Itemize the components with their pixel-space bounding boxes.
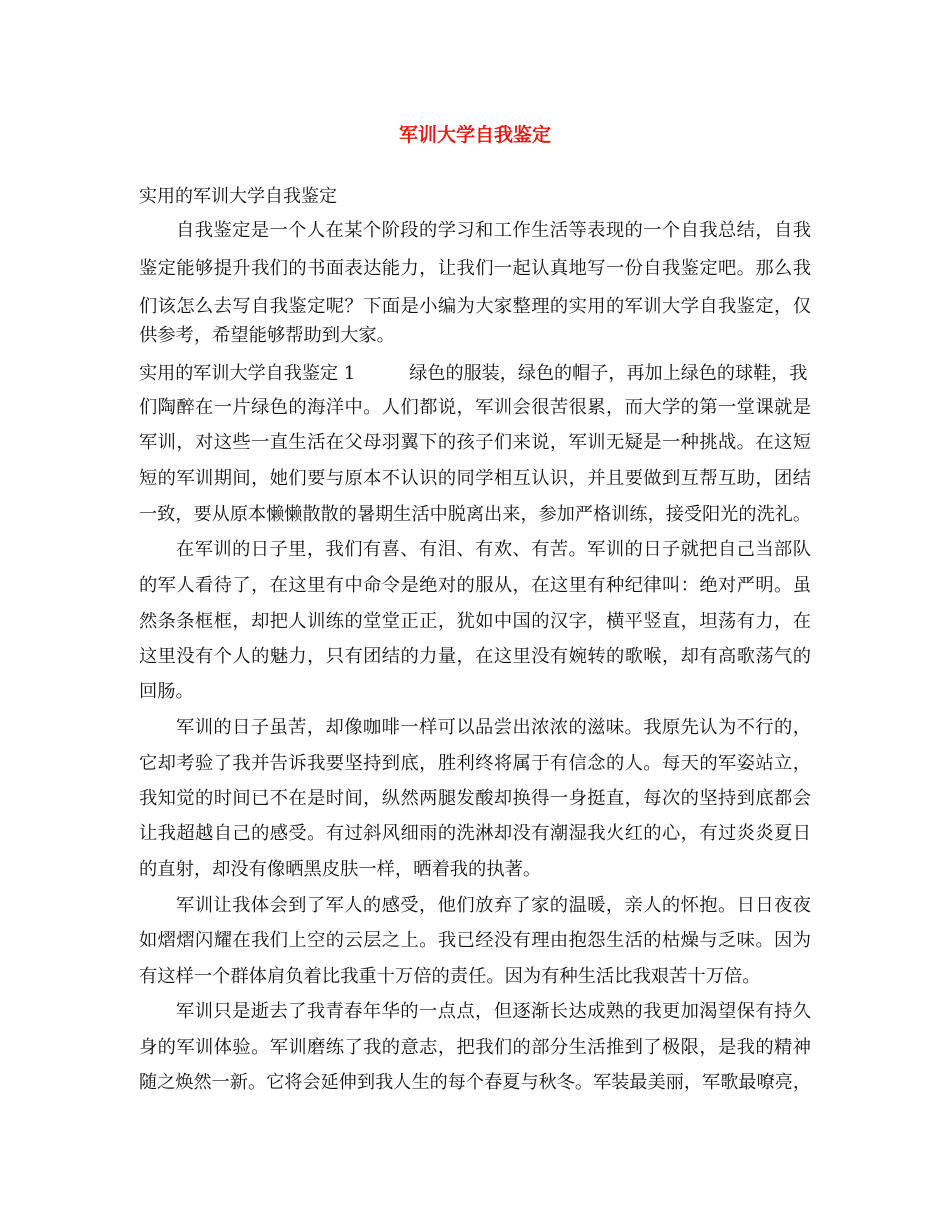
intro-line: 自我鉴定是一个人在某个阶段的学习和工作生活等表现的一个自我总结，自我 xyxy=(176,220,811,241)
intro-line: 供参考，希望能够帮助到大家。 xyxy=(139,325,395,346)
para5-line: 随之焕然一新。它将会延伸到我人生的每个春夏与秋冬。军装最美丽，军歌最嘹亮， xyxy=(139,1072,811,1093)
para3-line: 让我超越自己的感受。有过斜风细雨的洗淋却没有潮湿我火红的心，有过炎炎夏日 xyxy=(139,823,811,844)
section1-line: 军训，对这些一直生活在父母羽翼下的孩子们来说，军训无疑是一种挑战。在这短 xyxy=(139,432,811,453)
document-subtitle: 实用的军训大学自我鉴定 xyxy=(139,186,337,207)
para3-line: 它却考验了我并告诉我要坚持到底，胜利终将属于有信念的人。每天的军姿站立， xyxy=(139,753,811,774)
para5-line: 身的军训体验。军训磨练了我的意志，把我们的部分生活推到了极限，是我的精神 xyxy=(139,1037,811,1058)
para3-line: 军训的日子虽苦，却像咖啡一样可以品尝出浓浓的滋味。我原先认为不行的， xyxy=(176,717,811,738)
intro-line: 鉴定能够提升我们的书面表达能力，让我们一起认真地写一份自我鉴定吧。那么我 xyxy=(139,258,811,279)
para5-line: 军训只是逝去了我青春年华的一点点，但逐渐长达成熟的我更加渴望保有持久 xyxy=(176,1001,811,1022)
section1-heading-line xyxy=(139,362,811,386)
para4-line: 如熠熠闪耀在我们上空的云层之上。我已经没有理由抱怨生活的枯燥与乏味。因为 xyxy=(139,930,811,951)
section1-line: 短的军训期间，她们要与原本不认识的同学相互认识，并且要做到互帮互助，团结 xyxy=(139,468,811,489)
section1-first-text: 绿色的服装，绿色的帽子，再加上绿色的球鞋，我 xyxy=(409,363,808,384)
document-title: 军训大学自我鉴定 xyxy=(398,124,551,146)
para2-line: 的军人看待了，在这里有中命令是绝对的服从，在这里有种纪律叫：绝对严明。虽 xyxy=(139,575,811,596)
para2-line: 然条条框框，却把人训练的堂堂正正，犹如中国的汉字，横平竖直，坦荡有力，在 xyxy=(139,611,811,632)
para2-line: 在军训的日子里，我们有喜、有泪、有欢、有苦。军训的日子就把自己当部队 xyxy=(176,539,811,560)
para3-line: 的直射，却没有像晒黑皮肤一样，晒着我的执著。 xyxy=(139,859,542,880)
section1-line: 们陶醉在一片绿色的海洋中。人们都说，军训会很苦很累，而大学的第一堂课就是 xyxy=(139,397,811,418)
para3-line: 我知觉的时间已不在是时间，纵然两腿发酸却换得一身挺直，每次的坚持到底都会 xyxy=(139,788,811,809)
section1-line: 一致，要从原本懒懒散散的暑期生活中脱离出来，参加严格训练，接受阳光的洗礼。 xyxy=(139,504,811,525)
para4-line: 军训让我体会到了军人的感受，他们放弃了家的温暖，亲人的怀抱。日日夜夜 xyxy=(176,895,811,916)
para2-line: 回肠。 xyxy=(139,681,194,702)
para4-line: 有这样一个群体肩负着比我重十万倍的责任。因为有种生活比我艰苦十万倍。 xyxy=(139,966,761,987)
para2-line: 这里没有个人的魅力，只有团结的力量，在这里没有婉转的歌喉，却有高歌荡气的 xyxy=(139,646,811,667)
intro-line: 们该怎么去写自我鉴定呢？下面是小编为大家整理的实用的军训大学自我鉴定，仅 xyxy=(139,296,811,317)
section1-label: 实用的军训大学自我鉴定 1 xyxy=(139,363,356,384)
